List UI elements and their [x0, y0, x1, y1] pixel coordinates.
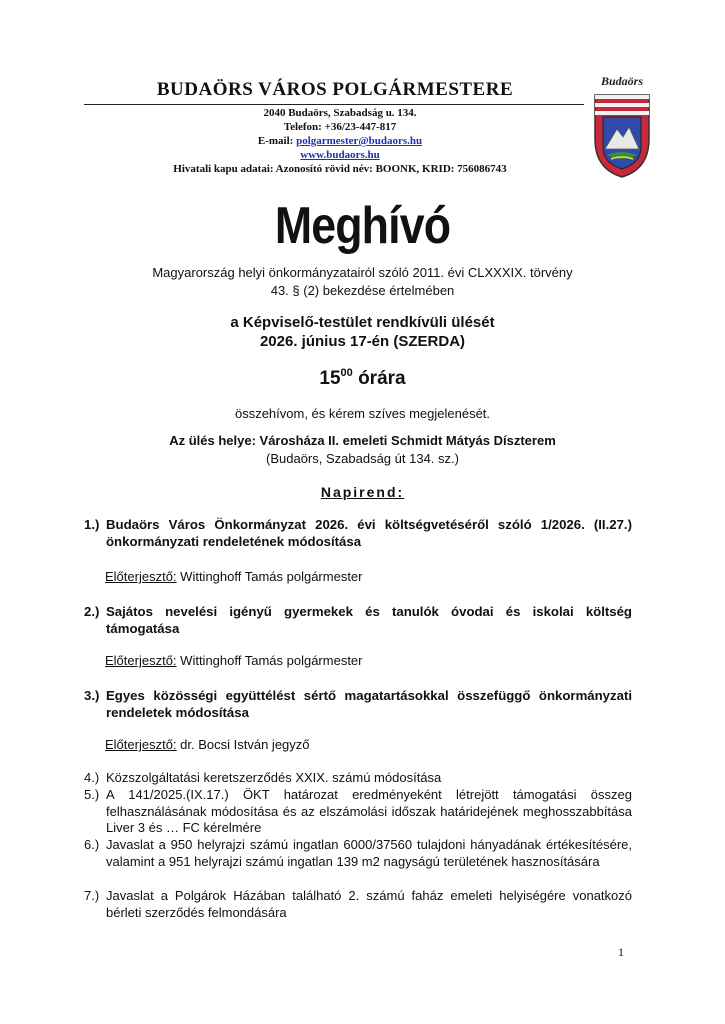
- presenter-label: Előterjesztő:: [105, 653, 177, 668]
- meeting-type: a Képviselő-testület rendkívüli ülését: [230, 314, 495, 331]
- agenda-item-title: Közszolgáltatási keretszerződés XXIX. számú módosítása: [106, 770, 442, 785]
- agenda-item-title: Budaörs Város Önkormányzat 2026. évi költségvetéséről szóló 1/2026. (II.27.) önkormányzati rendeletének módosítása: [106, 517, 632, 549]
- agenda-item-presenter: [105, 569, 363, 584]
- address: 2040 Budaörs, Szabadság u. 134.: [263, 107, 417, 119]
- agenda-heading: Napirend:: [320, 484, 405, 500]
- contact-block: [100, 106, 580, 176]
- agenda-item: [84, 770, 632, 787]
- agenda-item: [84, 888, 632, 921]
- city-crest: [587, 74, 657, 184]
- agenda-item-title: Javaslat a Polgárok Házában található 2. számú faház emeleti helyiségére vonatkozó bérleti szerződés felmondására: [106, 888, 632, 920]
- time-minutes: 00: [340, 367, 353, 379]
- agenda-item: [84, 837, 632, 870]
- agenda-item-title: A 141/2025.(IX.17.) ÖKT határozat eredményeként létrejött támogatási összeg felhasználásának módosítása és az elszámolási időszak határidejének meghosszabbítása Liver 3 és … FC kérelmére: [106, 787, 632, 835]
- agenda-item-number: 7.): [84, 888, 100, 903]
- agenda-item-number: 1.): [84, 517, 100, 532]
- meeting-date: 2026. június 17-én (SZERDA): [259, 333, 466, 350]
- email-link[interactable]: polgarmester@budaors.hu: [296, 135, 423, 147]
- venue-label: Az ülés helye: Városháza II. emeleti Schmidt Mátyás Díszterem: [169, 433, 556, 448]
- agenda-item: [84, 787, 632, 837]
- website-link[interactable]: www.budaors.hu: [300, 149, 380, 161]
- agenda-item-number: 3.): [84, 688, 100, 703]
- email-line: [100, 134, 580, 148]
- agenda-item-number: 4.): [84, 770, 100, 785]
- presenter-name: dr. Bocsi István jegyző: [180, 737, 310, 752]
- meeting-time: [90, 367, 635, 390]
- time-hour: 15: [319, 368, 341, 389]
- legal-basis-line-1: Magyarország helyi önkormányzatairól szóló 2011. évi CLXXXIX. törvény: [152, 265, 573, 280]
- legal-basis: [90, 264, 635, 300]
- agenda-item-title: Sajátos nevelési igényű gyermekek és tanulók óvodai és iskolai költség támogatása: [106, 604, 632, 636]
- agenda-item: [84, 603, 632, 637]
- venue-address: (Budaörs, Szabadság út 134. sz.): [266, 451, 459, 466]
- presenter-name: Wittinghoff Tamás polgármester: [180, 653, 363, 668]
- agenda-item-presenter: [105, 737, 310, 752]
- agenda-item: [84, 687, 632, 721]
- org-title: BUDAÖRS VÁROS POLGÁRMESTERE: [156, 79, 514, 100]
- phone: Telefon: +36/23-447-817: [283, 121, 397, 133]
- legal-basis-line-2: 43. § (2) bekezdése értelmében: [270, 283, 455, 298]
- time-suffix: órára: [358, 368, 406, 389]
- venue-block: [90, 432, 635, 468]
- agenda-item-title: Javaslat a 950 helyrajzi számú ingatlan 6000/37560 tulajdoni hányadának értékesítésére, valamint a 951 helyrajzi számú ingatlan 139 m2 nagyságú területének hasznosítására: [106, 837, 632, 869]
- agenda-item: [84, 516, 632, 550]
- presenter-name: Wittinghoff Tamás polgármester: [180, 569, 363, 584]
- page-number: 1: [618, 945, 624, 959]
- document-title: Meghívó: [274, 197, 451, 255]
- meeting-info: [90, 313, 635, 351]
- presenter-label: Előterjesztő:: [105, 737, 177, 752]
- agenda-item-number: 2.): [84, 604, 100, 619]
- convene-text: összehívom, és kérem szíves megjelenését.: [234, 406, 491, 421]
- header-divider: [84, 104, 584, 105]
- agenda-item-number: 6.): [84, 837, 100, 852]
- email-label: E-mail:: [257, 135, 294, 147]
- gateway-info: Hivatali kapu adatai: Azonosító rövid név: BOONK, KRID: 756086743: [173, 163, 507, 175]
- crest-shield-icon: [587, 89, 657, 181]
- agenda-item-title: Egyes közösségi együttélést sértő magatartásokkal összefüggő önkormányzati rendeletek módosítása: [106, 688, 632, 720]
- letterhead: [80, 78, 590, 102]
- presenter-label: Előterjesztő:: [105, 569, 177, 584]
- agenda-item-number: 5.): [84, 787, 100, 802]
- crest-lettering: Budaörs: [600, 74, 644, 88]
- agenda-item-presenter: [105, 653, 363, 668]
